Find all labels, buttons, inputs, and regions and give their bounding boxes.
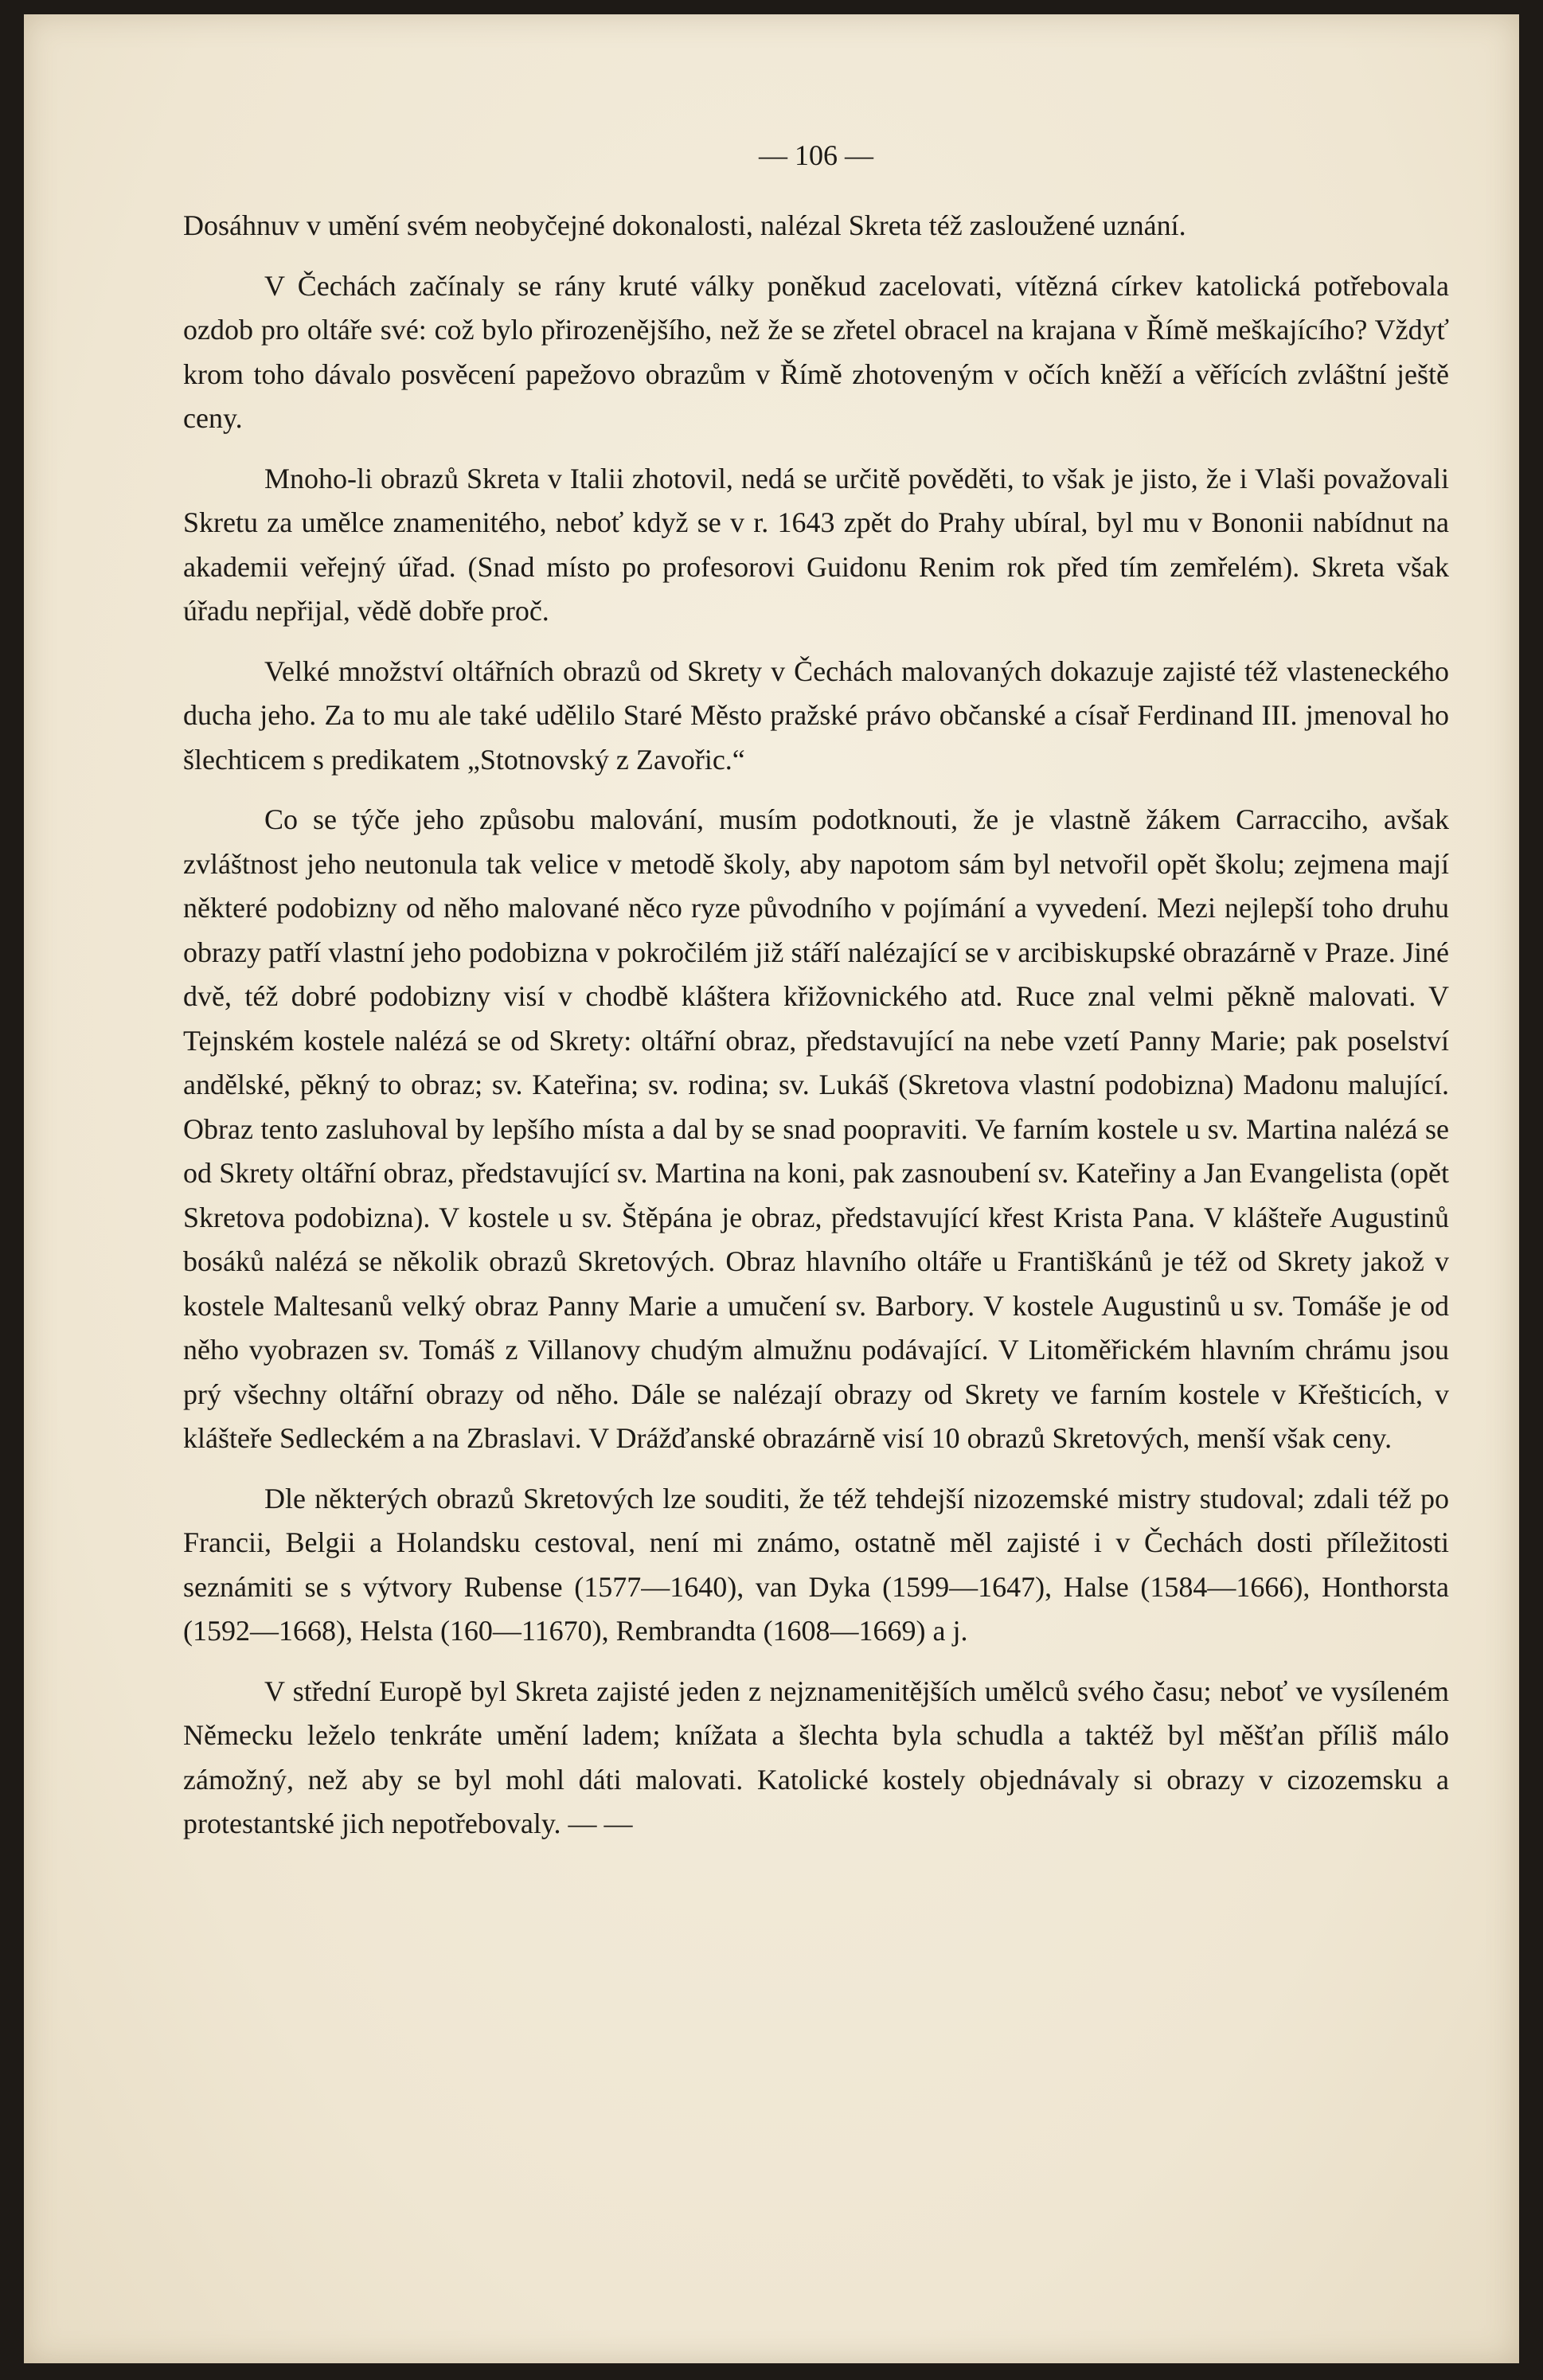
book-page	[24, 14, 1519, 2363]
paragraph-6: Dle některých obrazů Skretových lze souditi, že též tehdejší nizozemské mistry studoval; zdali též po Francii, Belgii a Holandsku cestoval, není mi známo, ostatně měl zajisté i v Čechách dosti příležitosti seznámiti se s výtvory Rubense (1577—1640), van Dyka (1599—1647), Halse (1584—1666), Honthorsta (1592—1668), Helsta (160—11670), Rembrandta (1608—1669) a j.	[183, 1482, 1449, 1647]
page-number: — 106 —	[759, 139, 873, 171]
page-text	[183, 134, 1449, 1862]
paragraph-7: V střední Europě byl Skreta zajisté jeden z nejznamenitějších umělců svého času; neboť ve vysíleném Německu leželo tenkráte umění ladem; knížata a šlechta byla schudla a taktéž byl měšťan příliš málo zámožný, než aby se byl mohl dáti malovati. Katolické kostely objednávaly si obrazy v cizozemsku a protestantské jich nepotřebovaly. — —	[183, 1675, 1449, 1839]
paragraph-5: Co se týče jeho způsobu malování, musím podotknouti, že je vlastně žákem Carracciho, avšak zvláštnost jeho neutonula tak velice v metodě školy, aby napotom sám byl netvořil opět školu; zejmena mají některé podobizny od něho malované něco ryze původního v pojímání a vyvedení. Mezi nejlepší toho druhu obrazy patří vlastní jeho podobizna v pokročilém již stáří nalézající se v arcibiskupské obrazárně v Praze. Jiné dvě, též dobré podobizny visí v chodbě kláštera křižovnického atd. Ruce znal velmi pěkně malovati. V Tejnském kostele nalézá se od Skrety: oltářní obraz, představující na nebe vzetí Panny Marie; pak poselství andělské, pěkný to obraz; sv. Kateřina; sv. rodina; sv. Lukáš (Skretova vlastní podobizna) Madonu malující. Obraz tento zasluhoval by lepšího místa a dal by se snad poopraviti. Ve farním kostele u sv. Martina nalézá se od Skrety oltářní obraz, představující sv. Martina na koni, pak zasnoubení sv. Kateřiny a Jan Evangelista (opět Skretova podobizna). V kostele u sv. Štěpána je obraz, představující křest Krista Pana. V klášteře Augustinů bosáků nalézá se několik obrazů Skretových. Obraz hlavního oltáře u Františkánů je též od Skrety jakož v kostele Maltesanů velký obraz Panny Marie a umučení sv. Barbory. V kostele Augustinů u sv. Tomáše je od něho vyobrazen sv. Tomáš z Villanovy chudým almužnu podávající. V Litoměřickém hlavním chrámu jsou prý všechny oltářní obrazy od něho. Dále se nalézají obrazy od Skrety ve farním kostele v Křešticích, v klášteře Sedleckém a na Zbraslavi. V Drážďanské obrazárně visí 10 obrazů Skretových, menší však ceny.	[183, 803, 1449, 1454]
paragraph-2: V Čechách začínaly se rány kruté války poněkud zacelovati, vítězná církev katolická potřebovala ozdob pro oltáře své: což bylo přirozenějšího, než že se zřetel obracel na krajana v Římě meškajícího? Vždyť krom toho dávalo posvěcení papežovo obrazům v Římě zhotoveným v očích kněží a věřících zvláštní ještě ceny.	[183, 269, 1449, 434]
paragraph-1: Dosáhnuv v umění svém neobyčejné dokonalosti, nalézal Skreta též zasloužené uznání.	[183, 209, 1186, 241]
paragraph-4: Velké množství oltářních obrazů od Skrety v Čechách malovaných dokazuje zajisté též vlasteneckého ducha jeho. Za to mu ale také udělilo Staré Město pražské právo občanské a císař Ferdinand III. jmenoval ho šlechticem s predikatem „Stotnovský z Zavořic.“	[183, 655, 1449, 776]
paragraph-3: Mnoho-li obrazů Skreta v Italii zhotovil, nedá se určitě pověděti, to však je jisto, že i Vlaši považovali Skretu za umělce znamenitého, neboť když se v r. 1643 zpět do Prahy ubíral, byl mu v Bononii nabídnut na akademii veřejný úřad. (Snad místo po profesorovi Guidonu Renim rok před tím zemřelém). Skreta však úřadu nepřijal, vědě dobře proč.	[183, 462, 1449, 627]
